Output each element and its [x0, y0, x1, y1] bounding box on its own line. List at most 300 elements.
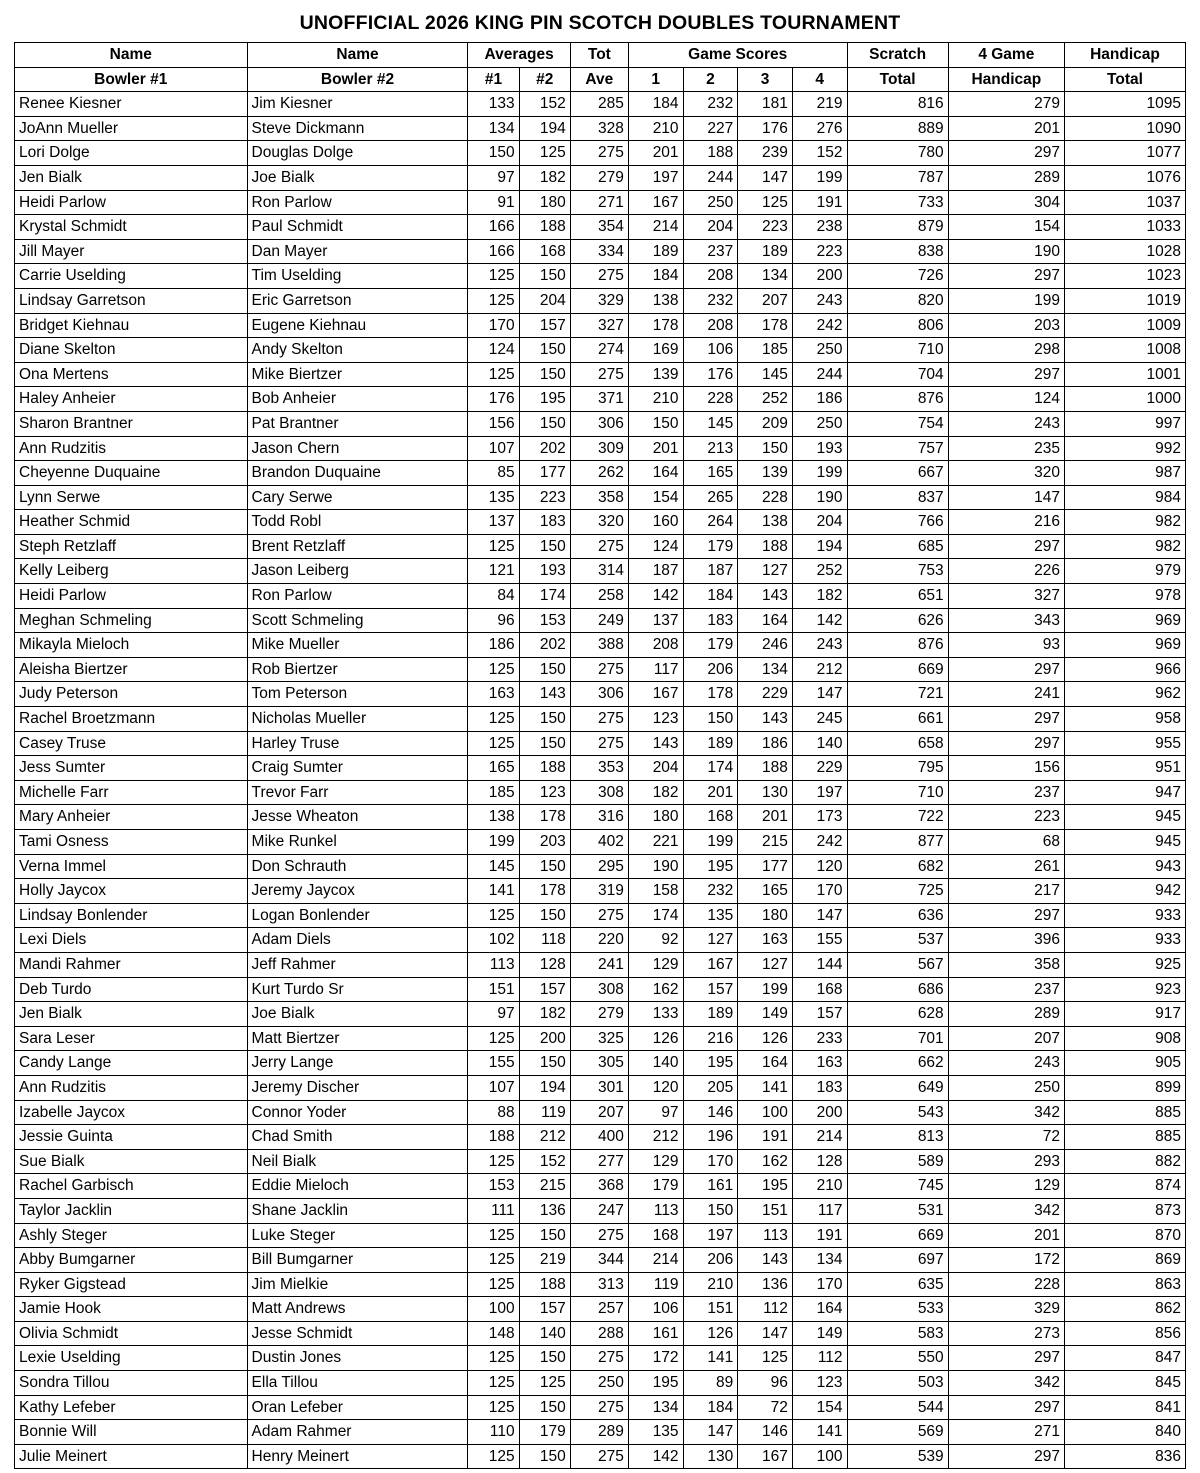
- average-1-cell: 113: [468, 952, 519, 977]
- bowler2-name-cell: Eric Garretson: [247, 288, 468, 313]
- grand-total-cell: 869: [1064, 1248, 1185, 1273]
- handicap-cell: 199: [948, 288, 1064, 313]
- game-4-cell: 250: [792, 338, 847, 363]
- game-2-cell: 165: [683, 461, 738, 486]
- table-row: [15, 288, 1186, 313]
- game-4-cell: 164: [792, 1297, 847, 1322]
- header-game-4: 4: [792, 67, 847, 92]
- game-3-cell: 165: [738, 879, 793, 904]
- average-1-cell: 85: [468, 461, 519, 486]
- game-1-cell: 106: [628, 1297, 683, 1322]
- game-3-cell: 239: [738, 141, 793, 166]
- average-1-cell: 125: [468, 1346, 519, 1371]
- bowler2-name-cell: Adam Rahmer: [247, 1420, 468, 1445]
- average-1-cell: 134: [468, 116, 519, 141]
- handicap-cell: 297: [948, 264, 1064, 289]
- table-row: [15, 830, 1186, 855]
- average-1-cell: 107: [468, 1075, 519, 1100]
- average-2-cell: 202: [519, 633, 570, 658]
- bowler1-name-cell: Krystal Schmidt: [15, 215, 248, 240]
- grand-total-cell: 1095: [1064, 92, 1185, 117]
- game-4-cell: 190: [792, 485, 847, 510]
- average-1-cell: 186: [468, 633, 519, 658]
- average-2-cell: 140: [519, 1321, 570, 1346]
- game-1-cell: 97: [628, 1100, 683, 1125]
- average-total-cell: 275: [570, 707, 628, 732]
- grand-total-cell: 1009: [1064, 313, 1185, 338]
- average-total-cell: 344: [570, 1248, 628, 1273]
- header-game-scores: Game Scores: [628, 43, 847, 68]
- game-3-cell: 229: [738, 682, 793, 707]
- average-1-cell: 125: [468, 731, 519, 756]
- game-3-cell: 147: [738, 1321, 793, 1346]
- game-3-cell: 127: [738, 952, 793, 977]
- game-1-cell: 150: [628, 411, 683, 436]
- average-1-cell: 97: [468, 1002, 519, 1027]
- game-4-cell: 141: [792, 1420, 847, 1445]
- game-2-cell: 183: [683, 608, 738, 633]
- header-row-2: [15, 67, 1186, 92]
- header-name1: Name: [15, 43, 248, 68]
- game-3-cell: 127: [738, 559, 793, 584]
- table-row: [15, 362, 1186, 387]
- scratch-total-cell: 569: [847, 1420, 948, 1445]
- game-2-cell: 196: [683, 1125, 738, 1150]
- game-3-cell: 143: [738, 584, 793, 609]
- average-total-cell: 277: [570, 1149, 628, 1174]
- table-row: [15, 1346, 1186, 1371]
- average-2-cell: 202: [519, 436, 570, 461]
- bowler2-name-cell: Don Schrauth: [247, 854, 468, 879]
- average-2-cell: 150: [519, 657, 570, 682]
- game-1-cell: 140: [628, 1051, 683, 1076]
- grand-total-cell: 856: [1064, 1321, 1185, 1346]
- table-row: [15, 411, 1186, 436]
- game-4-cell: 252: [792, 559, 847, 584]
- game-2-cell: 179: [683, 633, 738, 658]
- grand-total-cell: 841: [1064, 1395, 1185, 1420]
- game-3-cell: 164: [738, 608, 793, 633]
- scratch-total-cell: 813: [847, 1125, 948, 1150]
- average-total-cell: 275: [570, 1346, 628, 1371]
- bowler1-name-cell: Mary Anheier: [15, 805, 248, 830]
- average-2-cell: 188: [519, 215, 570, 240]
- table-row: [15, 731, 1186, 756]
- game-1-cell: 184: [628, 92, 683, 117]
- game-2-cell: 205: [683, 1075, 738, 1100]
- game-1-cell: 167: [628, 190, 683, 215]
- bowler2-name-cell: Ella Tillou: [247, 1371, 468, 1396]
- game-3-cell: 215: [738, 830, 793, 855]
- game-2-cell: 150: [683, 707, 738, 732]
- average-total-cell: 275: [570, 903, 628, 928]
- header-avg1: #1: [468, 67, 519, 92]
- average-1-cell: 125: [468, 1149, 519, 1174]
- average-1-cell: 138: [468, 805, 519, 830]
- average-1-cell: 150: [468, 141, 519, 166]
- handicap-cell: 216: [948, 510, 1064, 535]
- average-total-cell: 275: [570, 731, 628, 756]
- game-3-cell: 125: [738, 190, 793, 215]
- game-3-cell: 199: [738, 977, 793, 1002]
- average-1-cell: 102: [468, 928, 519, 953]
- bowler2-name-cell: Eugene Kiehnau: [247, 313, 468, 338]
- handicap-cell: 226: [948, 559, 1064, 584]
- handicap-cell: 320: [948, 461, 1064, 486]
- game-3-cell: 147: [738, 165, 793, 190]
- scratch-total-cell: 721: [847, 682, 948, 707]
- game-4-cell: 193: [792, 436, 847, 461]
- game-1-cell: 162: [628, 977, 683, 1002]
- table-row: [15, 1223, 1186, 1248]
- scratch-total-cell: 636: [847, 903, 948, 928]
- average-1-cell: 121: [468, 559, 519, 584]
- game-1-cell: 117: [628, 657, 683, 682]
- table-row: [15, 436, 1186, 461]
- average-total-cell: 257: [570, 1297, 628, 1322]
- game-3-cell: 134: [738, 264, 793, 289]
- grand-total-cell: 947: [1064, 780, 1185, 805]
- table-row: [15, 707, 1186, 732]
- table-row: [15, 1395, 1186, 1420]
- game-4-cell: 147: [792, 682, 847, 707]
- average-total-cell: 368: [570, 1174, 628, 1199]
- game-1-cell: 167: [628, 682, 683, 707]
- game-2-cell: 167: [683, 952, 738, 977]
- table-row: [15, 1272, 1186, 1297]
- handicap-cell: 396: [948, 928, 1064, 953]
- game-3-cell: 113: [738, 1223, 793, 1248]
- table-row: [15, 780, 1186, 805]
- grand-total-cell: 1090: [1064, 116, 1185, 141]
- average-2-cell: 178: [519, 879, 570, 904]
- table-row: [15, 1248, 1186, 1273]
- game-2-cell: 237: [683, 239, 738, 264]
- game-4-cell: 144: [792, 952, 847, 977]
- average-1-cell: 88: [468, 1100, 519, 1125]
- game-4-cell: 204: [792, 510, 847, 535]
- scratch-total-cell: 628: [847, 1002, 948, 1027]
- average-2-cell: 150: [519, 1051, 570, 1076]
- game-4-cell: 276: [792, 116, 847, 141]
- game-4-cell: 191: [792, 1223, 847, 1248]
- game-2-cell: 206: [683, 1248, 738, 1273]
- game-1-cell: 214: [628, 1248, 683, 1273]
- bowler2-name-cell: Mike Biertzer: [247, 362, 468, 387]
- handicap-cell: 297: [948, 1444, 1064, 1469]
- bowler1-name-cell: Sara Leser: [15, 1026, 248, 1051]
- bowler2-name-cell: Jesse Wheaton: [247, 805, 468, 830]
- handicap-cell: 203: [948, 313, 1064, 338]
- handicap-cell: 297: [948, 141, 1064, 166]
- average-total-cell: 249: [570, 608, 628, 633]
- handicap-cell: 304: [948, 190, 1064, 215]
- game-1-cell: 164: [628, 461, 683, 486]
- bowler1-name-cell: Ashly Steger: [15, 1223, 248, 1248]
- table-row: [15, 1420, 1186, 1445]
- average-1-cell: 199: [468, 830, 519, 855]
- bowler2-name-cell: Jim Mielkie: [247, 1272, 468, 1297]
- average-total-cell: 316: [570, 805, 628, 830]
- average-total-cell: 306: [570, 682, 628, 707]
- grand-total-cell: 1019: [1064, 288, 1185, 313]
- game-3-cell: 252: [738, 387, 793, 412]
- average-2-cell: 179: [519, 1420, 570, 1445]
- game-4-cell: 194: [792, 534, 847, 559]
- handicap-cell: 342: [948, 1198, 1064, 1223]
- average-2-cell: 174: [519, 584, 570, 609]
- table-row: [15, 313, 1186, 338]
- grand-total-cell: 1077: [1064, 141, 1185, 166]
- game-3-cell: 141: [738, 1075, 793, 1100]
- grand-total-cell: 969: [1064, 608, 1185, 633]
- grand-total-cell: 997: [1064, 411, 1185, 436]
- scratch-total-cell: 795: [847, 756, 948, 781]
- game-4-cell: 147: [792, 903, 847, 928]
- average-1-cell: 125: [468, 1444, 519, 1469]
- average-1-cell: 155: [468, 1051, 519, 1076]
- table-row: [15, 805, 1186, 830]
- average-2-cell: 215: [519, 1174, 570, 1199]
- handicap-cell: 223: [948, 805, 1064, 830]
- average-2-cell: 182: [519, 1002, 570, 1027]
- handicap-cell: 72: [948, 1125, 1064, 1150]
- header-scratch-total: Total: [847, 67, 948, 92]
- average-2-cell: 177: [519, 461, 570, 486]
- average-total-cell: 319: [570, 879, 628, 904]
- bowler2-name-cell: Bob Anheier: [247, 387, 468, 412]
- average-total-cell: 354: [570, 215, 628, 240]
- game-4-cell: 191: [792, 190, 847, 215]
- game-2-cell: 232: [683, 879, 738, 904]
- bowler2-name-cell: Henry Meinert: [247, 1444, 468, 1469]
- table-row: [15, 1075, 1186, 1100]
- game-2-cell: 145: [683, 411, 738, 436]
- game-4-cell: 186: [792, 387, 847, 412]
- scratch-total-cell: 685: [847, 534, 948, 559]
- game-2-cell: 189: [683, 731, 738, 756]
- game-3-cell: 176: [738, 116, 793, 141]
- bowler1-name-cell: Lindsay Garretson: [15, 288, 248, 313]
- table-row: [15, 461, 1186, 486]
- game-3-cell: 181: [738, 92, 793, 117]
- average-2-cell: 157: [519, 977, 570, 1002]
- average-2-cell: 178: [519, 805, 570, 830]
- bowler2-name-cell: Harley Truse: [247, 731, 468, 756]
- game-1-cell: 113: [628, 1198, 683, 1223]
- average-total-cell: 285: [570, 92, 628, 117]
- game-1-cell: 154: [628, 485, 683, 510]
- game-3-cell: 126: [738, 1026, 793, 1051]
- average-2-cell: 150: [519, 903, 570, 928]
- average-1-cell: 137: [468, 510, 519, 535]
- grand-total-cell: 982: [1064, 510, 1185, 535]
- handicap-cell: 358: [948, 952, 1064, 977]
- average-2-cell: 125: [519, 141, 570, 166]
- game-2-cell: 188: [683, 141, 738, 166]
- bowler1-name-cell: Heidi Parlow: [15, 584, 248, 609]
- scratch-total-cell: 757: [847, 436, 948, 461]
- game-1-cell: 142: [628, 584, 683, 609]
- average-2-cell: 200: [519, 1026, 570, 1051]
- bowler1-name-cell: Verna Immel: [15, 854, 248, 879]
- game-1-cell: 126: [628, 1026, 683, 1051]
- grand-total-cell: 1028: [1064, 239, 1185, 264]
- game-1-cell: 197: [628, 165, 683, 190]
- game-4-cell: 212: [792, 657, 847, 682]
- bowler1-name-cell: Deb Turdo: [15, 977, 248, 1002]
- grand-total-cell: 1001: [1064, 362, 1185, 387]
- average-total-cell: 353: [570, 756, 628, 781]
- game-4-cell: 183: [792, 1075, 847, 1100]
- average-total-cell: 334: [570, 239, 628, 264]
- handicap-cell: 297: [948, 903, 1064, 928]
- bowler2-name-cell: Tim Uselding: [247, 264, 468, 289]
- game-4-cell: 219: [792, 92, 847, 117]
- game-4-cell: 200: [792, 264, 847, 289]
- table-row: [15, 756, 1186, 781]
- average-1-cell: 125: [468, 1248, 519, 1273]
- bowler2-name-cell: Jerry Lange: [247, 1051, 468, 1076]
- handicap-cell: 297: [948, 1395, 1064, 1420]
- bowler2-name-cell: Andy Skelton: [247, 338, 468, 363]
- handicap-cell: 172: [948, 1248, 1064, 1273]
- header-game-1: 1: [628, 67, 683, 92]
- average-2-cell: 182: [519, 165, 570, 190]
- average-2-cell: 119: [519, 1100, 570, 1125]
- handicap-cell: 207: [948, 1026, 1064, 1051]
- game-1-cell: 195: [628, 1371, 683, 1396]
- header-game-2: 2: [683, 67, 738, 92]
- average-2-cell: 128: [519, 952, 570, 977]
- average-total-cell: 325: [570, 1026, 628, 1051]
- game-3-cell: 143: [738, 707, 793, 732]
- bowler1-name-cell: Candy Lange: [15, 1051, 248, 1076]
- game-3-cell: 100: [738, 1100, 793, 1125]
- game-4-cell: 100: [792, 1444, 847, 1469]
- average-2-cell: 150: [519, 534, 570, 559]
- handicap-cell: 289: [948, 165, 1064, 190]
- scratch-total-cell: 589: [847, 1149, 948, 1174]
- bowler1-name-cell: Rachel Broetzmann: [15, 707, 248, 732]
- game-2-cell: 168: [683, 805, 738, 830]
- table-row: [15, 1174, 1186, 1199]
- game-2-cell: 210: [683, 1272, 738, 1297]
- grand-total-cell: 873: [1064, 1198, 1185, 1223]
- bowler1-name-cell: Jamie Hook: [15, 1297, 248, 1322]
- game-3-cell: 188: [738, 534, 793, 559]
- game-3-cell: 150: [738, 436, 793, 461]
- average-1-cell: 110: [468, 1420, 519, 1445]
- bowler2-name-cell: Neil Bialk: [247, 1149, 468, 1174]
- table-row: [15, 608, 1186, 633]
- average-total-cell: 274: [570, 338, 628, 363]
- scratch-total-cell: 876: [847, 633, 948, 658]
- average-1-cell: 151: [468, 977, 519, 1002]
- bowler2-name-cell: Paul Schmidt: [247, 215, 468, 240]
- average-1-cell: 107: [468, 436, 519, 461]
- average-1-cell: 185: [468, 780, 519, 805]
- grand-total-cell: 982: [1064, 534, 1185, 559]
- game-2-cell: 176: [683, 362, 738, 387]
- header-name2: Name: [247, 43, 468, 68]
- bowler1-name-cell: Kathy Lefeber: [15, 1395, 248, 1420]
- game-4-cell: 117: [792, 1198, 847, 1223]
- average-2-cell: 188: [519, 1272, 570, 1297]
- average-1-cell: 133: [468, 92, 519, 117]
- average-2-cell: 136: [519, 1198, 570, 1223]
- bowler1-name-cell: Lori Dolge: [15, 141, 248, 166]
- game-3-cell: 162: [738, 1149, 793, 1174]
- bowler1-name-cell: Julie Meinert: [15, 1444, 248, 1469]
- average-1-cell: 111: [468, 1198, 519, 1223]
- bowler1-name-cell: JoAnn Mueller: [15, 116, 248, 141]
- average-total-cell: 275: [570, 141, 628, 166]
- average-total-cell: 258: [570, 584, 628, 609]
- game-2-cell: 127: [683, 928, 738, 953]
- grand-total-cell: 966: [1064, 657, 1185, 682]
- game-3-cell: 146: [738, 1420, 793, 1445]
- game-1-cell: 134: [628, 1395, 683, 1420]
- game-3-cell: 136: [738, 1272, 793, 1297]
- page-title: UNOFFICIAL 2026 KING PIN SCOTCH DOUBLES TOURNAMENT: [299, 12, 901, 34]
- scratch-total-cell: 697: [847, 1248, 948, 1273]
- bowler2-name-cell: Oran Lefeber: [247, 1395, 468, 1420]
- handicap-cell: 293: [948, 1149, 1064, 1174]
- scratch-total-cell: 537: [847, 928, 948, 953]
- average-total-cell: 289: [570, 1420, 628, 1445]
- game-2-cell: 216: [683, 1026, 738, 1051]
- game-2-cell: 170: [683, 1149, 738, 1174]
- scratch-total-cell: 531: [847, 1198, 948, 1223]
- table-row: [15, 977, 1186, 1002]
- game-1-cell: 138: [628, 288, 683, 313]
- average-2-cell: 157: [519, 1297, 570, 1322]
- scratch-total-cell: 876: [847, 387, 948, 412]
- bowler1-name-cell: Casey Truse: [15, 731, 248, 756]
- table-row: [15, 510, 1186, 535]
- game-2-cell: 232: [683, 288, 738, 313]
- bowler1-name-cell: Heidi Parlow: [15, 190, 248, 215]
- game-4-cell: 245: [792, 707, 847, 732]
- game-3-cell: 185: [738, 338, 793, 363]
- average-total-cell: 320: [570, 510, 628, 535]
- table-row: [15, 1371, 1186, 1396]
- average-2-cell: 195: [519, 387, 570, 412]
- game-1-cell: 158: [628, 879, 683, 904]
- game-3-cell: 186: [738, 731, 793, 756]
- scratch-total-cell: 539: [847, 1444, 948, 1469]
- scratch-total-cell: 662: [847, 1051, 948, 1076]
- game-1-cell: 182: [628, 780, 683, 805]
- average-2-cell: 168: [519, 239, 570, 264]
- grand-total-cell: 979: [1064, 559, 1185, 584]
- grand-total-cell: 992: [1064, 436, 1185, 461]
- scratch-total-cell: 669: [847, 657, 948, 682]
- bowler1-name-cell: Holly Jaycox: [15, 879, 248, 904]
- average-total-cell: 327: [570, 313, 628, 338]
- bowler2-name-cell: Jim Kiesner: [247, 92, 468, 117]
- scratch-total-cell: 710: [847, 338, 948, 363]
- game-4-cell: 140: [792, 731, 847, 756]
- game-2-cell: 150: [683, 1198, 738, 1223]
- grand-total-cell: 899: [1064, 1075, 1185, 1100]
- game-2-cell: 184: [683, 1395, 738, 1420]
- bowler2-name-cell: Scott Schmeling: [247, 608, 468, 633]
- table-row: [15, 534, 1186, 559]
- average-2-cell: 125: [519, 1371, 570, 1396]
- game-1-cell: 135: [628, 1420, 683, 1445]
